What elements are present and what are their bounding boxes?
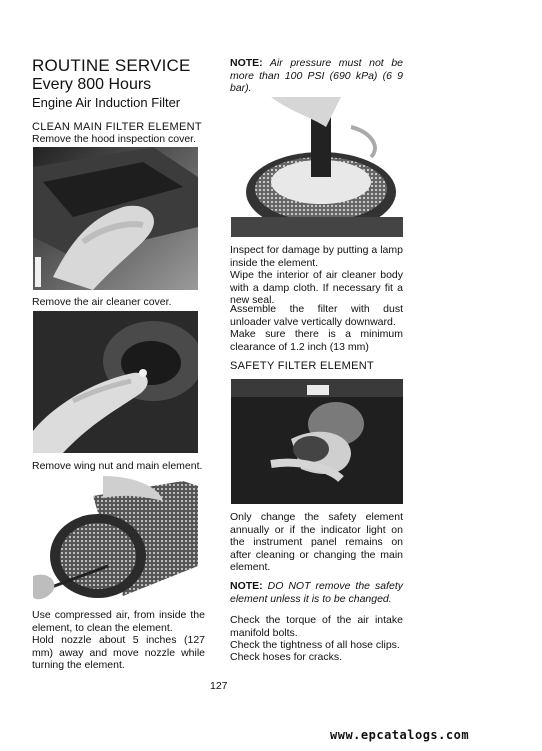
note-label: NOTE: <box>230 580 263 592</box>
step-remove-wing-nut: Remove wing nut and main element. <box>32 460 203 472</box>
photo-air-cleaner-cover <box>33 311 198 453</box>
para-assemble-filter: Assemble the filter with dust unloader valve vertically downward. <box>230 303 403 328</box>
step-hold-nozzle: Hold nozzle about 5 inches (127 mm) away and move nozzle while turning the element. <box>32 634 205 671</box>
note-label: NOTE: <box>230 57 263 69</box>
note-air-pressure <box>230 57 403 95</box>
photo-safety-filter <box>231 379 403 504</box>
photo-filter-lamp <box>231 97 403 237</box>
para-inspect-damage: Inspect for damage by putting a lamp inside the element. <box>230 244 403 269</box>
step-remove-cleaner-cover: Remove the air cleaner cover. <box>32 296 172 308</box>
para-check-hoses: Check hoses for cracks. <box>230 651 343 663</box>
para-minimum-clearance: Make sure there is a minimum clearance of 1.2 inch (13 mm) <box>230 328 403 353</box>
step-remove-hood-cover: Remove the hood inspection cover. <box>32 133 197 145</box>
step-use-compressed-air: Use compressed air, from inside the element, to clean the element. <box>32 609 205 634</box>
page-subtitle: Every 800 Hours <box>32 76 152 93</box>
para-check-torque: Check the torque of the air intake manifold bolts. <box>230 614 403 639</box>
para-wipe-interior: Wipe the interior of air cleaner body with a damp cloth. If necessary fit a new seal. <box>230 269 403 306</box>
note-text: DO NOT remove the safety element unless it is to be changed. <box>230 580 403 605</box>
clean-main-filter-heading: CLEAN MAIN FILTER ELEMENT <box>32 121 202 133</box>
safety-filter-heading: SAFETY FILTER ELEMENT <box>230 360 375 372</box>
note-do-not-remove <box>230 580 403 605</box>
note-text: Air pressure must not be more than 100 PSI (690 kPa) (6 9 bar). <box>230 57 403 94</box>
para-change-safety-element: Only change the safety element annually or if the indicator light on the instrument panel remains on after cleaning or changing the main element. <box>230 511 403 573</box>
photo-hood-cover <box>33 147 198 290</box>
page-number: 127 <box>210 680 228 692</box>
para-check-hose-clips: Check the tightness of all hose clips. <box>230 639 400 651</box>
footer-url: www.epcatalogs.com <box>330 728 470 742</box>
section-heading: Engine Air Induction Filter <box>32 95 181 110</box>
photo-compressed-air <box>33 476 198 604</box>
page-title: ROUTINE SERVICE <box>32 56 191 75</box>
